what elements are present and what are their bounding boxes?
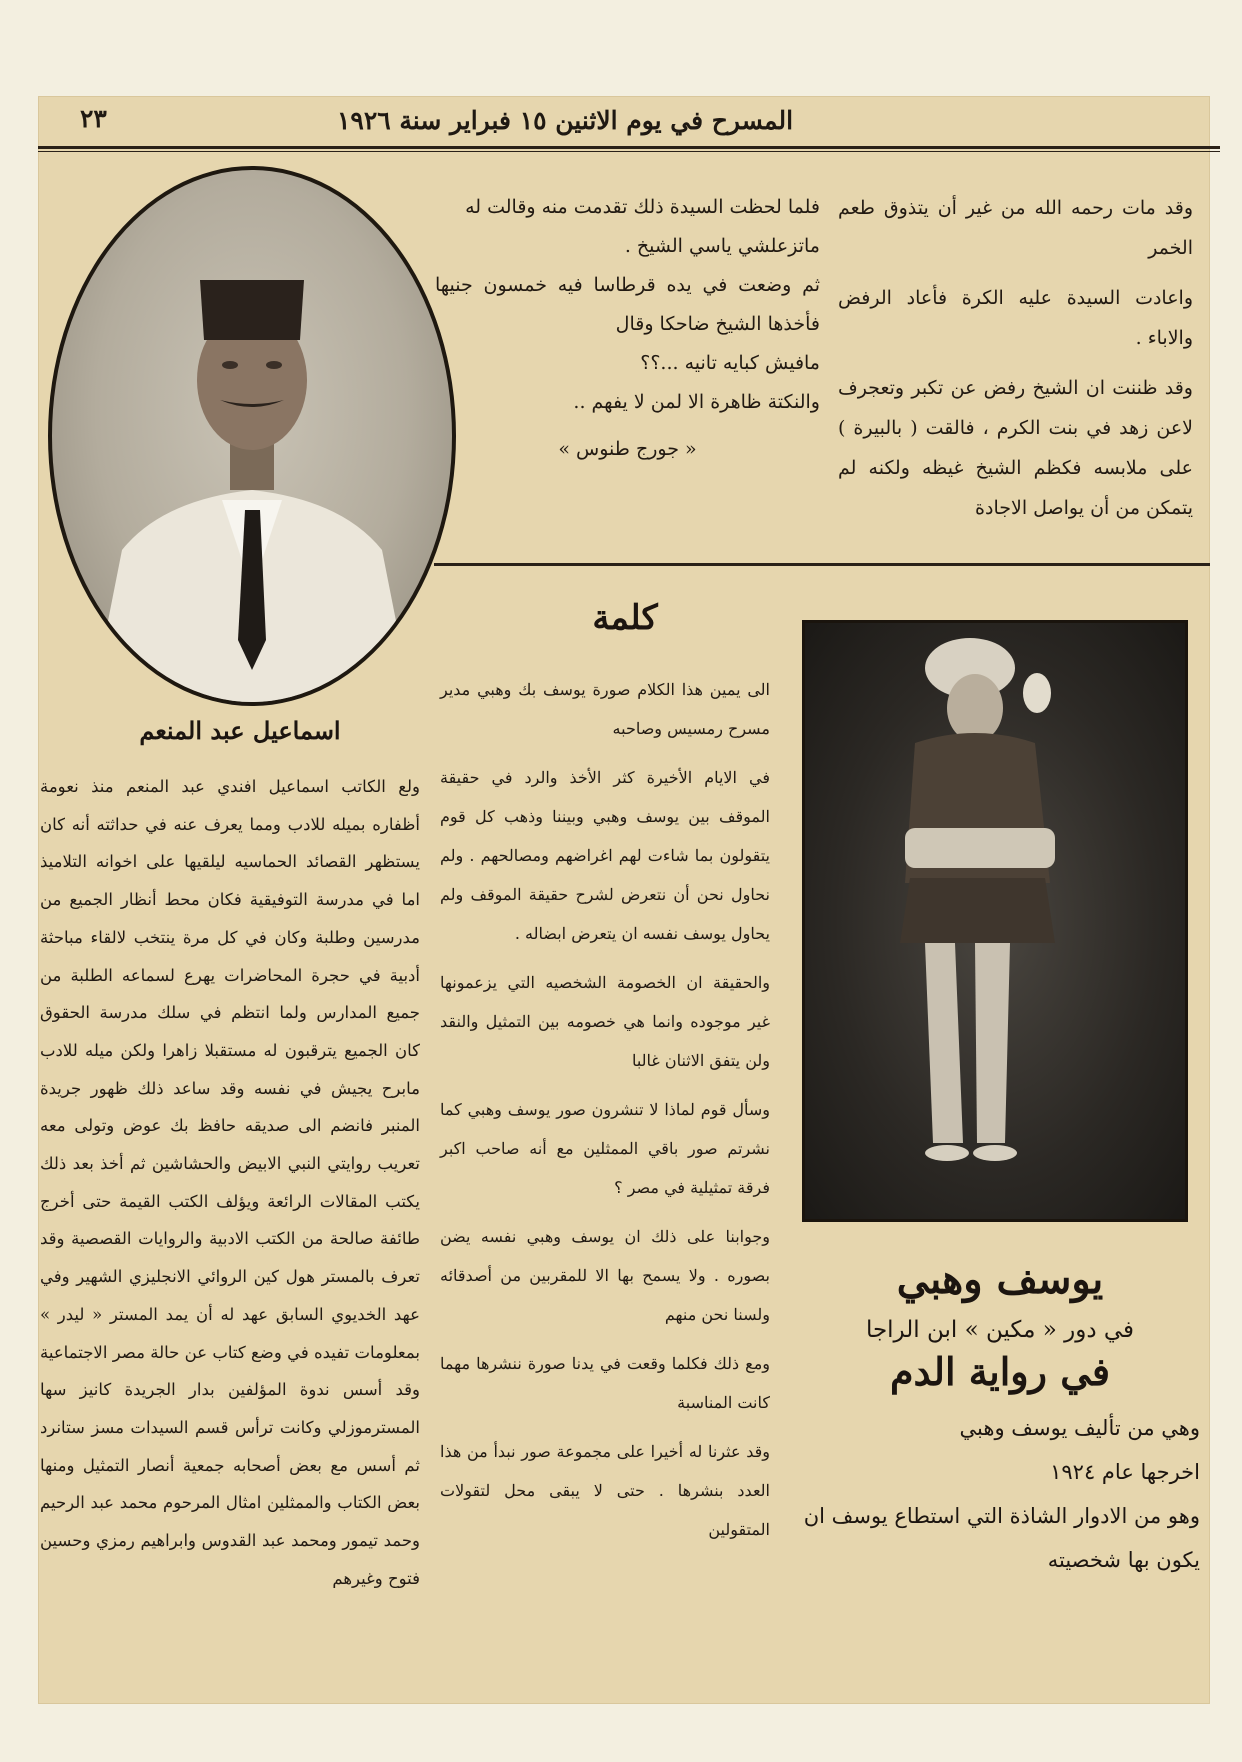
paragraph: وسأل قوم لماذا لا تنشرون صور يوسف وهبي كما نشرتم صور باقي الممثلين مع أنه صاحب اكبر فرقة تمثيلية في مصر ؟ <box>440 1100 770 1197</box>
portrait-illustration <box>52 170 452 702</box>
section-divider <box>434 563 1210 566</box>
story-column-right <box>838 188 1193 538</box>
paragraph: ماتزعلشي ياسي الشيخ . <box>624 235 820 257</box>
paragraph: فلما لحظت السيدة ذلك تقدمت منه وقالت له <box>465 196 820 218</box>
paragraph: الى يمين هذا الكلام صورة يوسف بك وهبي مدير مسرح رمسيس وصاحبه <box>440 680 770 738</box>
paragraph: في الايام الأخيرة كثر الأخذ والرد في حقيقة الموقف بين يوسف وهبي وبيننا وذهب كل قوم يتقولون بما شاءت لهم اغراضهم ومصالحهم . ولم نحاول نحن أن نتعرض لشرح حقيقة الموقف ولم يحاول يوسف نفسه ان يتعرض ابضاله . <box>440 768 770 943</box>
actor-photo-yusuf-wahbi <box>802 620 1188 1222</box>
ismail-heading: اسماعيل عبد المنعم <box>139 716 341 745</box>
page-header-title: المسرح في يوم الاثنين ١٥ فبراير سنة ١٩٢٦ <box>336 106 794 135</box>
paragraph: وقد عثرنا له أخيرا على مجموعة صور نبدأ من هذا العدد بنشرها . حتى لا يبقى محل لتقولات المتقولين <box>440 1442 770 1539</box>
paragraph: واعادت السيدة عليه الكرة فأعاد الرفض والاباء . <box>838 287 1193 349</box>
paragraph: ثم وضعت في يده قرطاسا فيه خمسون جنيها فأخذها الشيخ ضاحكا وقال <box>435 274 820 335</box>
kalima-column <box>440 670 770 1559</box>
actor-illustration <box>805 623 1185 1219</box>
photo-caption <box>800 1256 1200 1582</box>
caption-play: في رواية الدم <box>889 1349 1111 1394</box>
caption-role: في دور « مكين » ابن الراجا <box>865 1317 1135 1343</box>
portrait-photo-ismail <box>48 166 456 706</box>
caption-line: اخرجها عام ١٩٢٤ <box>1050 1460 1200 1484</box>
paragraph: وقد ظننت ان الشيخ رفض عن تكبر وتعجرف لاعن زهد في بنت الكرم ، فالقت ( بالبيرة ) على ملابسه فكظم الشيخ غيظه ولكنه لم يتمكن من أن يواصل الاجادة <box>838 377 1193 519</box>
kalima-heading: كلمة <box>592 598 658 638</box>
header-rule <box>38 146 1220 149</box>
paragraph: وجوابنا على ذلك ان يوسف وهبي نفسه يضن بصوره . ولا يسمح بها الا للمقربين من أصدقائه ولسنا نحن منهم <box>440 1227 770 1324</box>
paragraph: مافيش كبايه تانيه ...؟؟ <box>640 352 820 374</box>
page-number: ٢٣ <box>80 104 107 133</box>
author-signature: « جورج طنوس » <box>558 438 697 460</box>
caption-line: وهي من تأليف يوسف وهبي <box>959 1416 1200 1440</box>
caption-line: وهو من الادوار الشاذة التي استطاع يوسف ان يكون بها شخصيته <box>803 1504 1200 1572</box>
ismail-biography: ولع الكاتب اسماعيل افندي عبد المنعم منذ نعومة أظفاره بميله للادب ومما يعرف عنه في حداثته أنه كان يستظهر القصائد الحماسيه ليلقيها على اخوانه التلاميذ اما في مدرسة التوفيقية فكان محط أنظار الجميع من مدرسين وطلبة وكان في كل مرة ينتخب لالقاء مباحثة أدبية في حجرة المحاضرات يهرع لسماعه الطلبة من جميع المدارس ولما انتظم في سلك مدرسة الحقوق كان الجميع يترقبون له مستقبلا زاهرا ولكن ميله للادب مابرح يجيش في نفسه وقد ساعد ذلك ظهور جريدة المنبر فانضم الى صديقه حافظ بك عوض وتولى معه تعريب روايتي النبي الابيض والحشاشين ثم أخذ بعد ذلك يكتب المقالات الرائعة ويؤلف الكتب القيمة حتى أخرج طائفة صالحة من الكتب الادبية والروايات القصصية وقد تعرف بالمستر هول كين الروائي الانجليزي الشهير وفي عهد الخديوي السابق عهد له أن يمد المستر « ليدر » بمعلومات تفيده في وضع كتاب عن حالة مصر الاجتماعية وقد أسس ندوة المؤلفين بدار الجريدة كانيز سها المسترموزلي وكانت ترأس قسم السيدات مسز ستانرد ثم أسس مع بعض أصحابه جمعية أنصار التمثيل ومنها بعض الكتاب والممثلين امثال المرحوم محمد عبد الرحيم وحمد تيمور ومحمد عبد القدوس وابراهيم رمزي وحسين فتوح وغيرهم <box>40 777 420 1588</box>
story-column-middle <box>435 188 820 469</box>
paragraph: وقد مات رحمه الله من غير أن يتذوق طعم الخمر <box>838 197 1193 259</box>
header-rule-thin <box>38 151 1220 152</box>
caption-name: يوسف وهبي <box>896 1256 1104 1303</box>
paragraph: ومع ذلك فكلما وقعت في يدنا صورة ننشرها مهما كانت المناسبة <box>440 1354 770 1412</box>
paragraph: والحقيقة ان الخصومة الشخصيه التي يزعمونها غير موجوده وانما هي خصومه بين التمثيل والنقد ولن يتفق الاثنان غالبا <box>440 973 770 1070</box>
paragraph: والنكتة ظاهرة الا لمن لا يفهم .. <box>573 391 820 413</box>
